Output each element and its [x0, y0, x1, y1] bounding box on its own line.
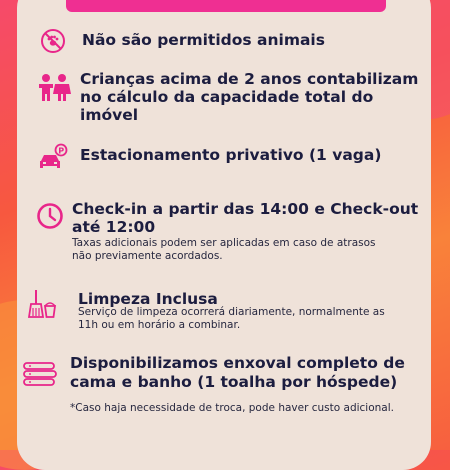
header-banner	[66, 0, 386, 12]
towels-icon	[22, 360, 58, 392]
linen-rule-line-1: Disponibilizamos enxoval completo de	[70, 354, 405, 372]
children-rule-line-1: Crianças acima de 2 anos contabilizam	[80, 70, 419, 88]
children-rule-line-3: imóvel	[80, 106, 139, 124]
svg-text:P: P	[58, 146, 65, 156]
linen-note: *Caso haja necessidade de troca, pode haver custo adicional.	[70, 402, 394, 414]
checkin-rule-line-2: até 12:00	[72, 218, 156, 236]
broom-bucket-icon	[28, 288, 58, 324]
checkin-rule-line-1: Check-in a partir das 14:00 e Check-out	[72, 200, 419, 218]
parking-rule-title: Estacionamento privativo (1 vaga)	[80, 146, 382, 164]
checkin-note-line-2: não previamente acordados.	[72, 250, 223, 262]
checkin-note-line-1: Taxas adicionais podem ser aplicadas em caso de atrasos	[72, 237, 376, 249]
car-parking-icon	[37, 143, 69, 175]
no-pets-icon	[40, 28, 66, 58]
cleaning-note-line-1: Serviço de limpeza ocorrerá diariamente, normalmente as	[78, 306, 385, 318]
cleaning-rule-title: Limpeza Inclusa	[78, 290, 218, 308]
cleaning-note-line-2: 11h ou em horário a combinar.	[78, 319, 241, 331]
children-rule-line-2: no cálculo da capacidade total do	[80, 88, 374, 106]
clock-icon	[36, 202, 64, 234]
linen-rule-line-2: cama e banho (1 toalha por hóspede)	[70, 373, 398, 391]
children-icon	[36, 73, 72, 107]
pets-rule-title: Não são permitidos animais	[82, 31, 325, 49]
